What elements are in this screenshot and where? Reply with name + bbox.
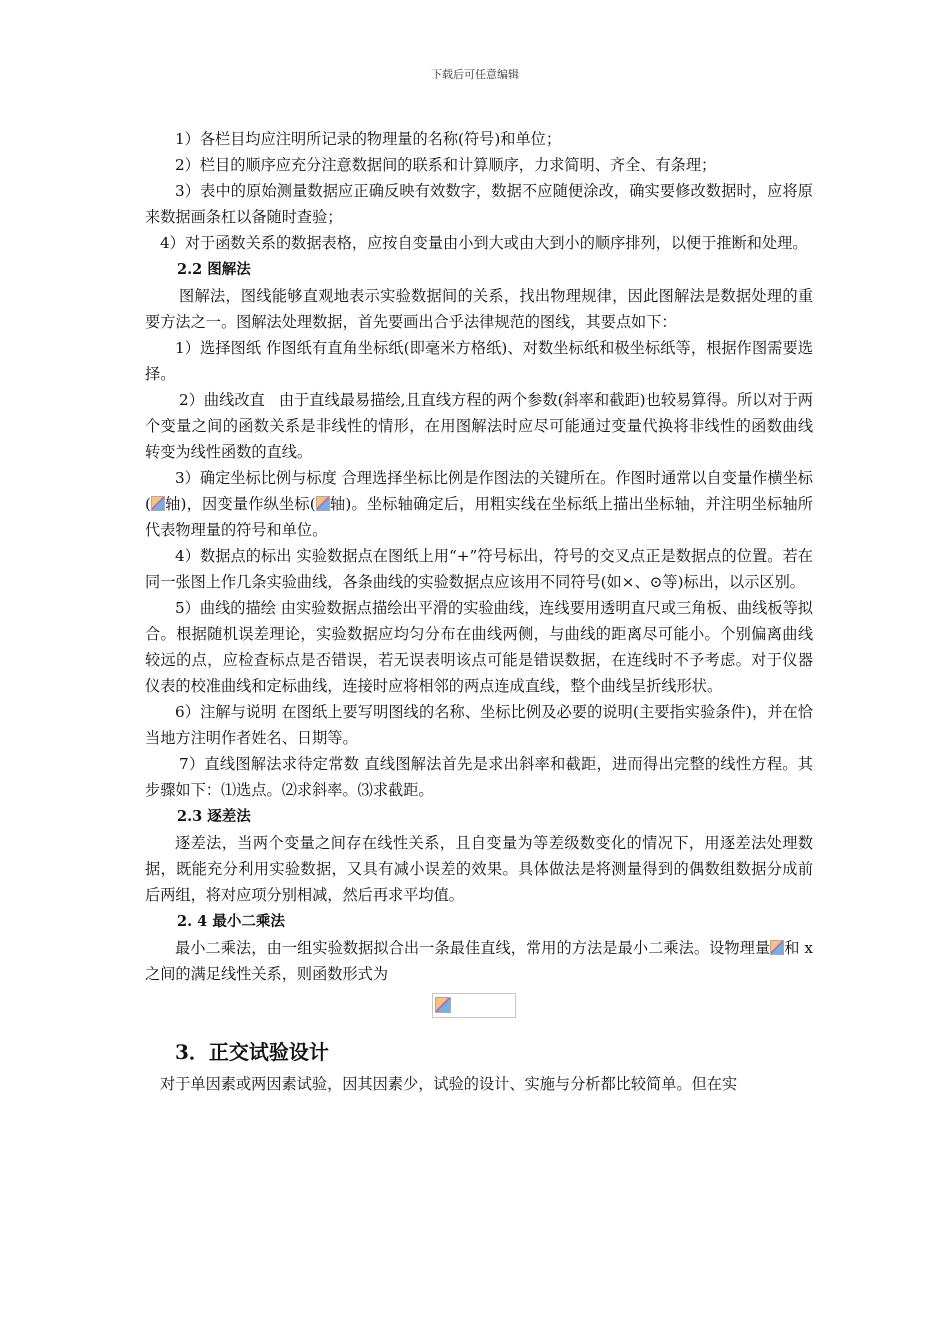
- paragraph: 7）直线图解法求待定常数 直线图解法首先是求出斜率和截距，进而得出完整的线性方程。其步骤如下：⑴选点。⑵求斜率。⑶求截距。: [145, 755, 813, 799]
- paragraph: [145, 935, 813, 987]
- run-label: 2）曲线改直: [179, 391, 265, 409]
- heading-title: 正交试验设计: [208, 1040, 329, 1064]
- paragraph: [145, 387, 813, 465]
- run-text: 由于直线最易描绘,且直线方程的两个参数(斜率和截距)也较易算得。所以对于两个变量之间的函数关系是非线性的情形，在用图解法时应尽可能通过变量代换将非线性的函数曲线转变为线性函数的直线。: [145, 391, 813, 461]
- paragraph: 图解法，图线能够直观地表示实验数据间的关系，找出物理规律，因此图解法是数据处理的重要方法之一。图解法处理数据，首先要画出合乎法律规范的图线，其要点如下：: [145, 287, 813, 331]
- run-text: 和 x 之间的满足线性关系，则函数形式为: [145, 939, 813, 983]
- section-heading-2-4: 2. 4 最小二乘法: [177, 913, 285, 930]
- heading-number: 3．: [175, 1040, 209, 1064]
- document-body: [145, 126, 813, 1097]
- broken-image-icon: [770, 940, 784, 955]
- section-heading-2-3: 2.3 逐差法: [177, 808, 251, 825]
- paragraph: 4）数据点的标出 实验数据点在图纸上用“+”符号标出，符号的交叉点正是数据点的位置。若在同一张图上作几条实验曲线，各条曲线的实验数据点应该用不同符号(如×、⊙等)标出，以示区别。: [145, 547, 813, 591]
- paragraph: 5）曲线的描绘 由实验数据点描绘出平滑的实验曲线，连线要用透明直尺或三角板、曲线板等拟合。根据随机误差理论，实验数据应均匀分布在曲线两侧，与曲线的距离尽可能小。个别偏离曲线较远的点，应检查标点是否错误，若无误表明该点可能是错误数据，在连线时不予考虑。对于仪器仪表的校准曲线和定标曲线，连接时应将相邻的两点连成直线，整个曲线呈折线形状。: [145, 599, 813, 695]
- paragraph: [145, 465, 813, 543]
- list-item: 1）各栏目均应注明所记录的物理量的名称(符号)和单位；: [175, 130, 562, 148]
- run-text: 最小二乘法，由一组实验数据拟合出一条最佳直线，常用的方法是最小二乘法。设物理量: [175, 939, 771, 957]
- list-item: 4）对于函数关系的数据表格，应按自变量由小到大或由大到小的顺序排列，以便于推断和处理。: [160, 234, 808, 252]
- equation-image-placeholder: [432, 993, 516, 1018]
- list-item: 3）表中的原始测量数据应正确反映有效数字，数据不应随便涂改，确实要修改数据时，应将原来数据画条杠以备随时查验；: [145, 182, 813, 226]
- run-text: 轴)，因变量作纵坐标(: [164, 495, 316, 513]
- equation-row: [145, 987, 813, 1031]
- paragraph: 6）注解与说明 在图纸上要写明图线的名称、坐标比例及必要的说明(主要指实验条件)，并在恰当地方注明作者姓名、日期等。: [145, 703, 813, 747]
- paragraph: 对于单因素或两因素试验，因其因素少，试验的设计、实施与分析都比较简单。但在实: [160, 1075, 738, 1093]
- run-text: 3）确定坐标比例与标度 合理选择坐标比例是作图法的关键所在。作图时通常以自变量作横坐标(: [145, 469, 813, 513]
- run-text: 轴)。坐标轴确定后，用粗实线在坐标纸上描出坐标轴，并注明坐标轴所代表物理量的符号和单位。: [145, 495, 813, 539]
- broken-image-icon: [316, 496, 330, 511]
- section-heading-2-2: 2.2 图解法: [177, 261, 251, 278]
- broken-image-icon: [151, 496, 165, 511]
- paragraph: 逐差法，当两个变量之间存在线性关系，且自变量为等差级数变化的情况下，用逐差法处理数据，既能充分利用实验数据，又具有减小误差的效果。具体做法是将测量得到的偶数组数据分成前后两组，将对应项分别相减，然后再求平均值。: [145, 834, 813, 904]
- broken-image-icon: [435, 997, 451, 1013]
- page-header: 下载后可任意编辑: [431, 68, 519, 81]
- list-item: 2）栏目的顺序应充分注意数据间的联系和计算顺序，力求简明、齐全、有条理；: [175, 156, 717, 174]
- paragraph: 1）选择图纸 作图纸有直角坐标纸(即毫米方格纸)、对数坐标纸和极坐标纸等，根据作图需要选择。: [145, 339, 813, 383]
- section-heading-3: [175, 1035, 813, 1069]
